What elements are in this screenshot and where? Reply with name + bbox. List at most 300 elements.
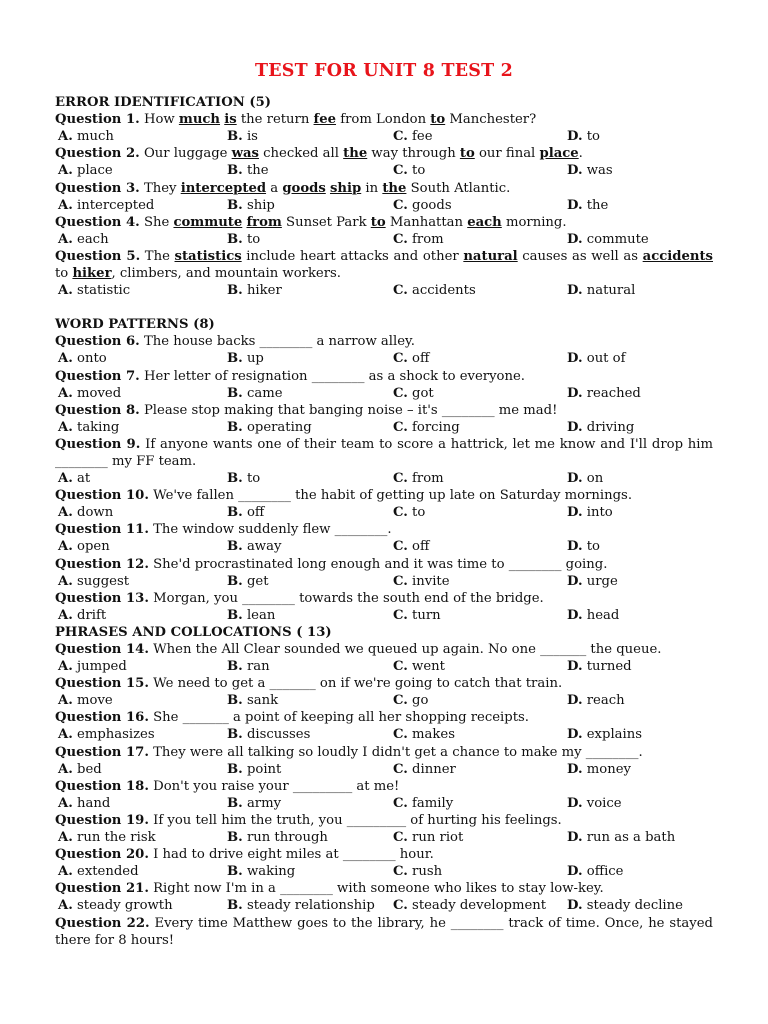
option-letter: D. (567, 539, 583, 555)
option-letter: D. (567, 163, 583, 179)
answer-option (58, 761, 102, 778)
option-text: came (242, 385, 283, 401)
answer-option (58, 829, 156, 846)
answer-option (58, 538, 110, 555)
option-text: voice (582, 795, 622, 811)
underlined-word: goods (282, 180, 326, 196)
answer-option (567, 538, 600, 555)
option-letter: A. (58, 419, 73, 435)
option-text: emphasizes (72, 727, 155, 743)
option-text: jumped (72, 659, 127, 675)
option-letter: B. (227, 351, 243, 367)
question-stem: Question 1. How much is the return fee from London to Manchester? (55, 112, 537, 128)
option-text: moved (72, 385, 122, 401)
option-letter: B. (227, 761, 243, 777)
option-letter: A. (58, 505, 73, 521)
answer-option (567, 795, 622, 812)
answer-option (227, 504, 264, 521)
answer-options (55, 863, 713, 880)
option-text: ship (242, 197, 275, 213)
question-number: Question 18. (55, 778, 149, 794)
answer-option (227, 607, 275, 624)
option-letter: A. (58, 197, 73, 213)
option-text: forcing (407, 419, 460, 435)
question-number: Question 5. (55, 248, 141, 264)
answer-option (227, 282, 282, 299)
answer-option (393, 231, 444, 248)
option-letter: B. (227, 231, 243, 247)
answer-options (55, 795, 713, 812)
question-number: Question 12. (55, 556, 149, 572)
question-number: Question 16. (55, 710, 149, 726)
option-letter: B. (227, 573, 243, 589)
option-letter: A. (58, 129, 73, 145)
answer-option (58, 197, 154, 214)
option-letter: B. (227, 607, 243, 623)
option-text: steady development (407, 898, 547, 914)
option-text: accidents (407, 283, 476, 299)
answer-option (58, 162, 113, 179)
answer-options (55, 897, 713, 914)
option-letter: D. (567, 693, 583, 709)
option-text: drift (72, 607, 107, 623)
test-content (55, 94, 713, 949)
answer-option (393, 350, 429, 367)
option-text: was (582, 163, 613, 179)
question-stem: Question 20. I had to drive eight miles at ________ hour. (55, 847, 434, 863)
answer-options (55, 726, 713, 743)
answer-option (227, 162, 269, 179)
option-text: hiker (242, 283, 282, 299)
answer-option (227, 829, 328, 846)
option-text: suggest (72, 573, 130, 589)
question-number: Question 1. (55, 112, 140, 128)
option-text: money (582, 761, 631, 777)
underlined-word: much (178, 112, 221, 128)
option-text: intercepted (72, 197, 155, 213)
answer-option (393, 829, 463, 846)
option-text: each (72, 231, 109, 247)
option-text: off (407, 539, 430, 555)
question-stem: Question 16. She _______ a point of keeping all her shopping receipts. (55, 710, 529, 726)
answer-option (393, 726, 455, 743)
answer-option (567, 231, 649, 248)
question-stem: Question 21. Right now I'm in a ________ with someone who likes to stay low-key. (55, 881, 604, 897)
answer-options (55, 607, 713, 624)
option-text: place (72, 163, 113, 179)
option-letter: D. (567, 505, 583, 521)
option-letter: B. (227, 539, 243, 555)
option-text: steady relationship (242, 898, 375, 914)
option-letter: B. (227, 898, 243, 914)
option-text: steady growth (72, 898, 173, 914)
option-text: go (407, 693, 429, 709)
answer-option (227, 863, 295, 880)
answer-option (393, 504, 425, 521)
option-text: urge (582, 573, 618, 589)
answer-option (58, 863, 139, 880)
question-number: Question 10. (55, 488, 149, 504)
option-text: to (582, 539, 600, 555)
question-stem: Question 5. The statistics include heart attacks and other natural causes as well as accidents to hiker, climbers, and mountain workers. (55, 248, 713, 282)
answer-option (393, 607, 441, 624)
answer-option (567, 504, 613, 521)
answer-option (393, 573, 450, 590)
option-letter: A. (58, 795, 73, 811)
option-text: to (242, 231, 261, 247)
option-letter: C. (393, 898, 408, 914)
answer-option (58, 128, 114, 145)
option-letter: A. (58, 830, 73, 846)
option-letter: A. (58, 385, 73, 401)
answer-option (58, 231, 109, 248)
answer-option (567, 162, 613, 179)
answer-option (393, 197, 452, 214)
underlined-word: the (382, 180, 407, 196)
option-text: the (242, 163, 269, 179)
option-text: head (582, 607, 620, 623)
option-letter: C. (393, 419, 408, 435)
question-number: Question 20. (55, 847, 149, 863)
question-number: Question 15. (55, 676, 149, 692)
option-text: turn (407, 607, 441, 623)
option-text: to (582, 129, 600, 145)
option-letter: A. (58, 727, 73, 743)
answer-options (55, 470, 713, 487)
answer-option (567, 470, 603, 487)
option-letter: D. (567, 351, 583, 367)
option-text: reached (582, 385, 641, 401)
option-letter: B. (227, 830, 243, 846)
answer-option (567, 282, 635, 299)
option-letter: D. (567, 830, 583, 846)
option-text: onto (72, 351, 107, 367)
question-stem: Question 18. Don't you raise your _________ at me! (55, 778, 400, 794)
option-text: point (242, 761, 282, 777)
option-text: off (242, 505, 265, 521)
underlined-word: the (343, 146, 368, 162)
underlined-word: statistics (174, 248, 242, 264)
option-text: makes (407, 727, 455, 743)
option-text: run as a bath (582, 830, 676, 846)
answer-option (227, 761, 281, 778)
option-letter: D. (567, 659, 583, 675)
option-text: discusses (242, 727, 311, 743)
option-letter: B. (227, 471, 243, 487)
answer-option (393, 282, 476, 299)
option-letter: D. (567, 197, 583, 213)
answer-option (58, 282, 130, 299)
option-letter: A. (58, 163, 73, 179)
question-stem: Question 14. When the All Clear sounded we queued up again. No one _______ the queue. (55, 642, 662, 657)
option-text: rush (407, 864, 443, 880)
option-text: family (407, 795, 454, 811)
option-text: office (582, 864, 624, 880)
answer-options (55, 197, 713, 214)
option-letter: A. (58, 539, 73, 555)
question-stem: Question 3. They intercepted a goods ship in the South Atlantic. (55, 180, 511, 196)
option-letter: C. (393, 231, 408, 247)
answer-options (55, 829, 713, 846)
option-text: to (407, 163, 426, 179)
option-letter: C. (393, 539, 408, 555)
option-text: waking (242, 864, 296, 880)
answer-option (58, 504, 113, 521)
option-letter: C. (393, 864, 408, 880)
question-number: Question 9. (55, 436, 141, 452)
underlined-word: from (246, 214, 282, 230)
option-text: away (242, 539, 282, 555)
question-stem: Question 19. If you tell him the truth, you _________ of hurting his feelings. (55, 812, 562, 828)
option-letter: C. (393, 727, 408, 743)
option-letter: B. (227, 419, 243, 435)
underlined-word: was (231, 146, 259, 162)
answer-option (393, 419, 460, 436)
underlined-word: to (459, 146, 475, 162)
option-text: reach (582, 693, 625, 709)
option-letter: B. (227, 505, 243, 521)
answer-option (227, 231, 260, 248)
answer-option (567, 350, 626, 367)
answer-option (227, 573, 269, 590)
question-number: Question 3. (55, 180, 140, 196)
answer-options (55, 350, 713, 367)
answer-options (55, 692, 713, 709)
answer-options (55, 573, 713, 590)
option-letter: B. (227, 197, 243, 213)
option-text: commute (582, 231, 649, 247)
answer-option (567, 385, 641, 402)
underlined-word: hiker (72, 266, 112, 282)
option-letter: D. (567, 573, 583, 589)
answer-option (227, 385, 283, 402)
answer-options (55, 538, 713, 555)
option-letter: C. (393, 573, 408, 589)
answer-option (58, 692, 113, 709)
question-number: Question 2. (55, 146, 140, 162)
option-text: open (72, 539, 110, 555)
option-letter: A. (58, 351, 73, 367)
answer-option (393, 658, 445, 675)
answer-option (393, 385, 434, 402)
option-text: is (242, 129, 258, 145)
option-text: out of (582, 351, 626, 367)
underlined-word: each (467, 214, 502, 230)
underlined-word: commute (173, 214, 243, 230)
answer-option (567, 897, 683, 914)
option-letter: B. (227, 864, 243, 880)
option-letter: B. (227, 129, 243, 145)
answer-option (227, 658, 270, 675)
question-number: Question 11. (55, 522, 149, 538)
option-letter: D. (567, 607, 583, 623)
option-letter: B. (227, 795, 243, 811)
question-stem: Question 7. Her letter of resignation ________ as a shock to everyone. (55, 368, 525, 384)
option-letter: A. (58, 283, 73, 299)
answer-option (58, 350, 107, 367)
underlined-word: is (224, 112, 237, 128)
answer-options (55, 761, 713, 778)
underlined-word: place (539, 146, 579, 162)
option-letter: C. (393, 795, 408, 811)
answer-option (567, 419, 634, 436)
option-letter: C. (393, 283, 408, 299)
option-text: operating (242, 419, 312, 435)
answer-options (55, 128, 713, 145)
question-stem: Question 9. If anyone wants one of their team to score a hattrick, let me know and I'll drop him ________ my FF team. (55, 436, 714, 469)
option-letter: C. (393, 659, 408, 675)
answer-option (567, 128, 600, 145)
question-number: Question 17. (55, 744, 149, 760)
underlined-word: to (430, 112, 446, 128)
question-number: Question 19. (55, 812, 149, 828)
document-page (55, 0, 713, 949)
option-letter: B. (227, 283, 243, 299)
option-letter: C. (393, 129, 408, 145)
option-letter: D. (567, 864, 583, 880)
answer-option (227, 692, 278, 709)
option-text: run through (242, 830, 328, 846)
option-text: off (407, 351, 430, 367)
option-letter: C. (393, 471, 408, 487)
option-letter: A. (58, 659, 73, 675)
option-letter: C. (393, 693, 408, 709)
answer-option (393, 897, 546, 914)
option-text: sank (242, 693, 279, 709)
underlined-word: natural (463, 248, 518, 264)
answer-option (227, 795, 281, 812)
underlined-word: accidents (642, 248, 713, 264)
question-stem: Question 15. We need to get a _______ on if we're going to catch that train. (55, 676, 563, 692)
answer-option (567, 863, 623, 880)
option-text: from (407, 471, 444, 487)
option-letter: D. (567, 898, 583, 914)
option-letter: B. (227, 659, 243, 675)
option-text: taking (72, 419, 120, 435)
answer-option (567, 197, 608, 214)
answer-options (55, 231, 713, 248)
option-text: invite (407, 573, 450, 589)
answer-option (567, 829, 675, 846)
option-letter: C. (393, 385, 408, 401)
answer-option (393, 692, 428, 709)
answer-option (227, 419, 312, 436)
question-number: Question 7. (55, 368, 140, 384)
option-text: driving (582, 419, 635, 435)
option-text: army (242, 795, 282, 811)
option-text: goods (407, 197, 452, 213)
question-stem: Question 22. Every time Matthew goes to the library, he ________ track of time. Once, he stayed there for 8 hours! (55, 915, 713, 948)
answer-option (393, 162, 425, 179)
answer-option (567, 726, 642, 743)
option-text: run the risk (72, 830, 156, 846)
option-letter: D. (567, 385, 583, 401)
answer-option (58, 726, 155, 743)
option-letter: C. (393, 197, 408, 213)
answer-option (393, 761, 456, 778)
option-letter: A. (58, 761, 73, 777)
answer-option (393, 863, 442, 880)
option-letter: C. (393, 351, 408, 367)
option-letter: B. (227, 693, 243, 709)
option-text: lean (242, 607, 276, 623)
question-stem: Question 8. Please stop making that banging noise – it's ________ me mad! (55, 402, 558, 418)
option-letter: B. (227, 385, 243, 401)
option-text: got (407, 385, 434, 401)
section-heading: ERROR IDENTIFICATION (5) (55, 95, 272, 111)
question-stem: Question 12. She'd procrastinated long enough and it was time to ________ going. (55, 556, 608, 572)
option-text: explains (582, 727, 642, 743)
question-number: Question 8. (55, 402, 140, 418)
page-title: TEST FOR UNIT 8 TEST 2 (255, 61, 513, 81)
option-letter: D. (567, 795, 583, 811)
answer-option (227, 726, 310, 743)
answer-option (58, 795, 110, 812)
option-letter: D. (567, 471, 583, 487)
question-number: Question 4. (55, 214, 140, 230)
section-heading: PHRASES AND COLLOCATIONS ( 13) (55, 624, 332, 640)
option-text: up (242, 351, 264, 367)
question-stem: Question 10. We've fallen ________ the habit of getting up late on Saturday mornings. (55, 488, 633, 504)
answer-option (567, 658, 632, 675)
option-text: extended (72, 864, 139, 880)
option-letter: D. (567, 231, 583, 247)
option-letter: D. (567, 419, 583, 435)
option-text: to (407, 505, 426, 521)
question-number: Question 22. (55, 915, 150, 931)
option-letter: D. (567, 283, 583, 299)
answer-option (58, 573, 129, 590)
option-text: fee (407, 129, 433, 145)
question-number: Question 13. (55, 590, 149, 606)
option-letter: C. (393, 607, 408, 623)
option-text: dinner (407, 761, 456, 777)
option-letter: D. (567, 129, 583, 145)
option-text: to (242, 471, 261, 487)
answer-option (58, 658, 127, 675)
answer-option (58, 897, 173, 914)
option-letter: C. (393, 830, 408, 846)
option-letter: C. (393, 163, 408, 179)
answer-options (55, 282, 713, 299)
answer-option (567, 761, 631, 778)
option-text: turned (582, 659, 632, 675)
option-letter: C. (393, 505, 408, 521)
option-letter: A. (58, 471, 73, 487)
option-text: from (407, 231, 444, 247)
underlined-word: intercepted (180, 180, 267, 196)
question-stem: Question 2. Our luggage was checked all the way through to our final place. (55, 146, 583, 162)
option-text: run riot (407, 830, 464, 846)
option-text: went (407, 659, 445, 675)
option-letter: D. (567, 761, 583, 777)
option-letter: C. (393, 761, 408, 777)
option-text: get (242, 573, 269, 589)
option-letter: B. (227, 727, 243, 743)
answer-option (227, 197, 275, 214)
answer-option (58, 419, 119, 436)
answer-option (393, 538, 429, 555)
answer-option (58, 385, 121, 402)
option-letter: D. (567, 727, 583, 743)
question-stem: Question 4. She commute from Sunset Park to Manhattan each morning. (55, 214, 567, 230)
question-stem: Question 17. They were all talking so loudly I didn't get a chance to make my ________. (55, 744, 643, 760)
question-stem: Question 13. Morgan, you ________ towards the south end of the bridge. (55, 590, 544, 606)
option-letter: A. (58, 231, 73, 247)
option-letter: B. (227, 163, 243, 179)
answer-option (227, 538, 281, 555)
answer-option (567, 692, 625, 709)
